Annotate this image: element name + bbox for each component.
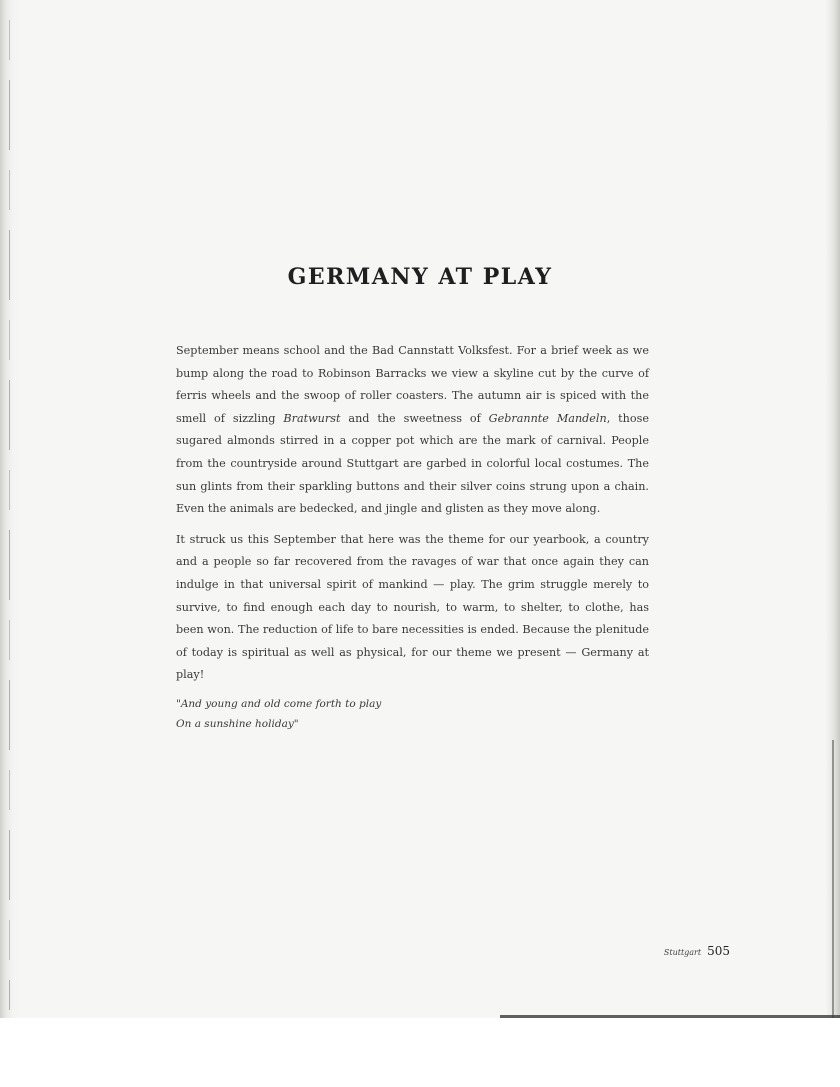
italic-term: Gebrannte Mandeln: [488, 411, 607, 425]
page-bottom-edge: [500, 1015, 840, 1018]
body-text: [176, 340, 649, 695]
binding-shadow-line: [9, 20, 10, 1010]
text-segment: , those sugared almonds stirred in a copper pot which are the mark of carnival. People from the countryside around Stuttgart are garbed in colorful local costumes. The sun glints from their sparkling buttons and their silver coins strung upon a chain. Even the animals are bedecked, and jingle and glisten as they move along.: [176, 411, 649, 516]
right-edge-shadow: [832, 740, 834, 1018]
verse-quote: [176, 694, 596, 734]
section-label: Stuttgart: [663, 948, 702, 957]
page-number: 505: [707, 944, 730, 958]
italic-term: Bratwurst: [283, 411, 341, 425]
text-segment: and the sweetness of: [340, 411, 489, 425]
paragraph-2: [176, 529, 649, 687]
paragraph-1: [176, 340, 649, 521]
text-segment: It struck us this September that here was the theme for our yearbook, a country and a people so far recovered from the ravages of war that once again they can indulge in that universal spirit of mankind — play. The grim struggle merely to survive, to find enough each day to nourish, to warm, to shelter, to clothe, has been won. The reduction of life to bare necessities is ended. Because the plenitude of today is spiritual as well as physical, for our theme we present — Germany at play!: [176, 532, 649, 682]
page-title: GERMANY AT PLAY: [287, 264, 553, 290]
page-footer: [650, 940, 730, 959]
text-segment: September means school and the Bad Cannstatt Volksfest. For a brief week as we bump along the road to Robinson Barracks we view a skyline cut by the curve of ferris wheels and the swoop of roller coasters. The autumn air is spiced with the smell of sizzling: [176, 344, 649, 425]
verse-line-1: "And young and old come forth to play: [176, 698, 382, 710]
verse-line-2: On a sunshine holiday": [176, 718, 299, 730]
